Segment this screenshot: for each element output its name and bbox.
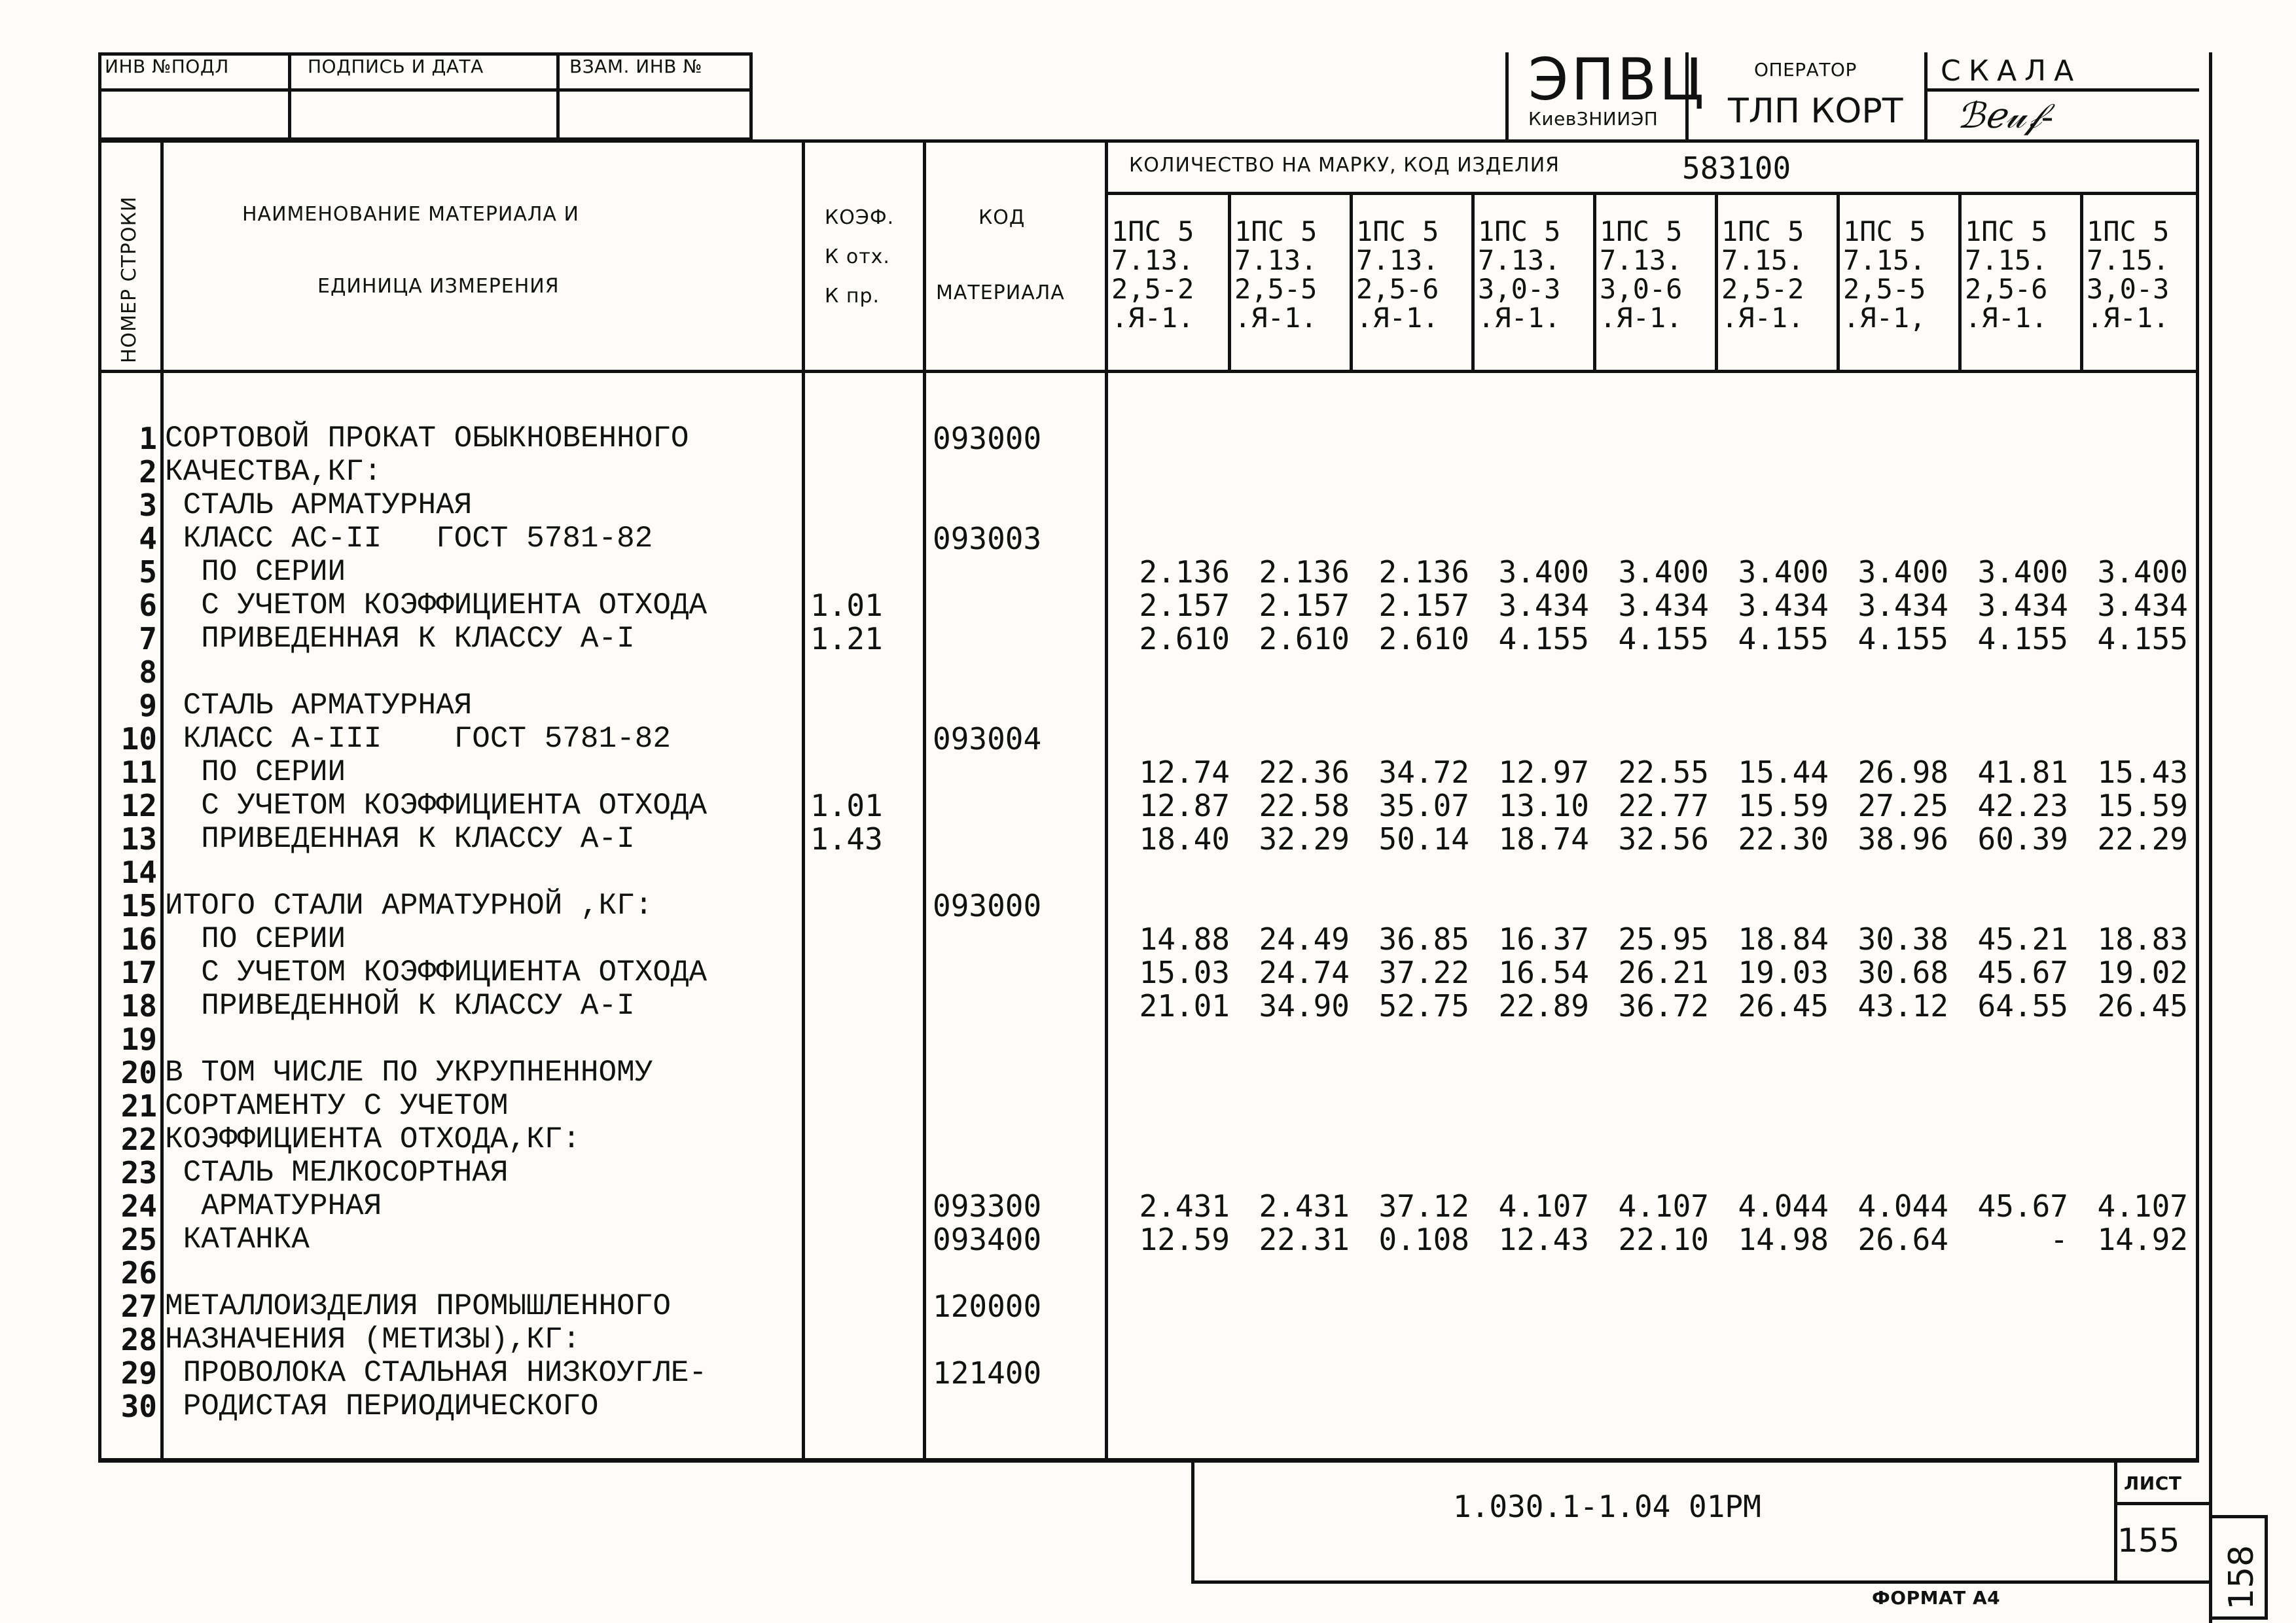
operator-label: ОПЕРАТОР: [1754, 59, 1857, 80]
value-cell: 4.107: [1618, 1188, 1709, 1224]
row-material-name: С УЧЕТОМ КОЭФФИЦИЕНТА ОТХОДА: [165, 955, 708, 990]
value-cell: 3.400: [1977, 554, 2068, 590]
value-cell: 22.77: [1618, 788, 1709, 823]
row-values: [1110, 956, 2190, 990]
value-cell: 42.23: [1977, 788, 2068, 823]
value-cell: 2.136: [1259, 554, 1350, 590]
value-cell: 32.56: [1618, 821, 1709, 857]
row-material-name: КАТАНКА: [165, 1222, 310, 1257]
operator-value: ТЛП КОРТ: [1728, 92, 1903, 131]
value-cell: 34.72: [1378, 755, 1469, 790]
row-material-code: 093000: [933, 421, 1042, 456]
header-coef-2: К отх.: [825, 245, 890, 268]
value-cell: 4.155: [1857, 621, 1948, 656]
value-cell: 26.45: [1738, 988, 1829, 1024]
mark-line: 1ПС 5: [1721, 215, 1804, 247]
row-number: 10: [120, 721, 157, 757]
mark-line: 2,5-6: [1965, 273, 2048, 305]
value-cell: 2.431: [1259, 1188, 1350, 1224]
header-material-name-2: ЕДИНИЦА ИЗМЕРЕНИЯ: [317, 275, 560, 298]
value-cell: 36.85: [1378, 921, 1469, 957]
mark-line: 2,5-5: [1234, 273, 1318, 305]
row-material-code: 093400: [933, 1222, 1042, 1257]
sheet-label: ЛИСТ: [2124, 1472, 2182, 1494]
value-cell: 12.87: [1139, 788, 1230, 823]
value-cell: 3.400: [1857, 554, 1948, 590]
value-cell: 30.68: [1857, 955, 1948, 990]
value-cell: 12.59: [1139, 1222, 1230, 1257]
value-cell: 24.49: [1259, 921, 1350, 957]
row-number: 18: [120, 988, 157, 1024]
row-material-name: КАЧЕСТВА,КГ:: [165, 455, 382, 489]
value-cell: 18.74: [1498, 821, 1589, 857]
value-cell: 37.22: [1378, 955, 1469, 990]
row-coef: 1.01: [810, 588, 883, 623]
row-values: [1110, 823, 2190, 856]
value-cell: 30.38: [1857, 921, 1948, 957]
mark-line: 2,5-2: [1111, 273, 1194, 305]
row-values: [1110, 789, 2190, 823]
row-material-name: КОЭФФИЦИЕНТА ОТХОДА,КГ:: [165, 1122, 581, 1156]
row-coef: 1.43: [810, 821, 883, 857]
mark-line: .Я-1,: [1843, 302, 1926, 334]
row-material-name: В ТОМ ЧИСЛЕ ПО УКРУПНЕННОМУ: [165, 1056, 653, 1090]
row-number: 13: [120, 821, 157, 857]
header-product-code: 583100: [1682, 151, 1791, 186]
value-cell: 19.03: [1738, 955, 1829, 990]
value-cell: 3.434: [2097, 588, 2188, 623]
row-values: [1110, 622, 2190, 656]
stamp-inv-podl: ИНВ №ПОДЛ: [105, 56, 229, 77]
row-values: [1110, 556, 2190, 589]
row-number: 5: [139, 554, 157, 590]
mark-line: 2,5-2: [1721, 273, 1804, 305]
row-material-name: ИТОГО СТАЛИ АРМАТУРНОЙ ,КГ:: [165, 889, 653, 923]
row-material-name: ПРОВОЛОКА СТАЛЬНАЯ НИЗКОУГЛЕ-: [165, 1356, 708, 1390]
row-number: 29: [120, 1355, 157, 1391]
row-number: 6: [139, 588, 157, 623]
row-coef: 1.01: [810, 788, 883, 823]
value-cell: 3.434: [1618, 588, 1709, 623]
value-cell: 41.81: [1977, 755, 2068, 790]
mark-line: 7.15.: [2087, 244, 2170, 276]
value-cell: 3.400: [2097, 554, 2188, 590]
mark-line: 1ПС 5: [2087, 215, 2170, 247]
row-values: [1110, 990, 2190, 1023]
value-cell: 2.610: [1259, 621, 1350, 656]
row-number: 17: [120, 955, 157, 990]
mark-header-5: [1600, 217, 1682, 332]
value-cell: 15.44: [1738, 755, 1829, 790]
value-cell: 32.29: [1259, 821, 1350, 857]
mark-header-4: [1478, 217, 1560, 332]
value-cell: 37.12: [1378, 1188, 1469, 1224]
value-cell: 4.155: [1618, 621, 1709, 656]
row-material-name: ПРИВЕДЕННОЙ К КЛАССУ А-I: [165, 989, 635, 1023]
value-cell: 0.108: [1378, 1222, 1469, 1257]
header-code-2: МАТЕРИАЛА: [936, 281, 1065, 304]
row-material-name: ПО СЕРИИ: [165, 755, 346, 789]
mark-header-3: [1356, 217, 1439, 332]
row-number: 25: [120, 1222, 157, 1257]
value-cell: 18.84: [1738, 921, 1829, 957]
row-values: [1110, 1223, 2190, 1257]
mark-header-9: [2087, 217, 2169, 332]
row-material-code: 121400: [933, 1355, 1042, 1391]
mark-header-8: [1965, 217, 2047, 332]
value-cell: 2.157: [1259, 588, 1350, 623]
value-cell: 45.21: [1977, 921, 2068, 957]
format-label: ФОРМАТ А4: [1872, 1587, 2001, 1609]
value-cell: 4.044: [1738, 1188, 1829, 1224]
value-cell: 14.98: [1738, 1222, 1829, 1257]
value-cell: 3.434: [1857, 588, 1948, 623]
value-cell: 34.90: [1259, 988, 1350, 1024]
row-number: 24: [120, 1188, 157, 1224]
value-cell: 2.431: [1139, 1188, 1230, 1224]
value-cell: 22.55: [1618, 755, 1709, 790]
value-cell: 13.10: [1498, 788, 1589, 823]
value-cell: 12.97: [1498, 755, 1589, 790]
row-number: 26: [120, 1255, 157, 1291]
mark-line: 1ПС 5: [1965, 215, 2048, 247]
header-row-number: НОМЕР СТРОКИ: [118, 196, 141, 363]
value-cell: 24.74: [1259, 955, 1350, 990]
row-material-name: СТАЛЬ АРМАТУРНАЯ: [165, 688, 473, 722]
value-cell: 4.155: [2097, 621, 2188, 656]
value-cell: 22.10: [1618, 1222, 1709, 1257]
row-number: 9: [139, 688, 157, 723]
mark-line: .Я-1.: [1600, 302, 1683, 334]
value-cell: 15.59: [1738, 788, 1829, 823]
row-coef: 1.21: [810, 621, 883, 656]
value-cell: 2.136: [1139, 554, 1230, 590]
value-cell: 50.14: [1378, 821, 1469, 857]
row-material-name: ПО СЕРИИ: [165, 555, 346, 589]
value-cell: 22.31: [1259, 1222, 1350, 1257]
value-cell: 64.55: [1977, 988, 2068, 1024]
mark-line: 2,5-6: [1356, 273, 1439, 305]
mark-line: 7.13.: [1111, 244, 1194, 276]
row-values: [1110, 756, 2190, 789]
row-material-name: СОРТАМЕНТУ С УЧЕТОМ: [165, 1089, 509, 1123]
value-cell: 3.434: [1738, 588, 1829, 623]
value-cell: 35.07: [1378, 788, 1469, 823]
header-material-name-1: НАИМЕНОВАНИЕ МАТЕРИАЛА И: [242, 203, 579, 226]
value-cell: 2.136: [1378, 554, 1469, 590]
row-number: 19: [120, 1022, 157, 1057]
row-material-name: ПРИВЕДЕННАЯ К КЛАССУ А-I: [165, 822, 635, 856]
row-material-name: СТАЛЬ МЕЛКОСОРТНАЯ: [165, 1156, 509, 1190]
row-number: 2: [139, 454, 157, 490]
value-cell: 4.107: [2097, 1188, 2188, 1224]
mark-line: .Я-1.: [1234, 302, 1318, 334]
org-main: ЭПВЦ: [1528, 46, 1707, 113]
row-material-code: 120000: [933, 1289, 1042, 1324]
mark-header-7: [1843, 217, 1926, 332]
value-cell: 26.98: [1857, 755, 1948, 790]
value-cell: 2.610: [1378, 621, 1469, 656]
value-cell: 25.95: [1618, 921, 1709, 957]
row-number: 23: [120, 1155, 157, 1190]
value-cell: 3.400: [1618, 554, 1709, 590]
value-cell: 38.96: [1857, 821, 1948, 857]
value-cell: 4.107: [1498, 1188, 1589, 1224]
value-cell: 2.157: [1139, 588, 1230, 623]
value-cell: 2.610: [1139, 621, 1230, 656]
value-cell: 4.155: [1738, 621, 1829, 656]
row-number: 8: [139, 654, 157, 690]
value-cell: 26.64: [1857, 1222, 1948, 1257]
row-material-name: СТАЛЬ АРМАТУРНАЯ: [165, 488, 473, 522]
value-cell: 36.72: [1618, 988, 1709, 1024]
row-number: 22: [120, 1122, 157, 1157]
value-cell: 22.89: [1498, 988, 1589, 1024]
row-material-name: КЛАСС АС-II ГОСТ 5781-82: [165, 522, 653, 556]
value-cell: 15.59: [2097, 788, 2188, 823]
mark-line: 7.15.: [1843, 244, 1926, 276]
value-cell: 4.155: [1498, 621, 1589, 656]
mark-line: 1ПС 5: [1600, 215, 1683, 247]
value-cell: 15.03: [1139, 955, 1230, 990]
row-material-name: КЛАСС А-III ГОСТ 5781-82: [165, 722, 671, 756]
value-cell: 3.400: [1738, 554, 1829, 590]
value-cell: 16.54: [1498, 955, 1589, 990]
sheet-number: 155: [2117, 1522, 2180, 1560]
row-material-code: 093003: [933, 521, 1042, 556]
row-number: 28: [120, 1322, 157, 1357]
value-cell: 22.36: [1259, 755, 1350, 790]
value-cell: 14.88: [1139, 921, 1230, 957]
mark-line: 7.13.: [1356, 244, 1439, 276]
mark-line: .Я-1.: [2087, 302, 2170, 334]
value-cell: 52.75: [1378, 988, 1469, 1024]
row-number: 1: [139, 421, 157, 456]
row-number: 16: [120, 921, 157, 957]
mark-header-1: [1111, 217, 1194, 332]
value-cell: 27.25: [1857, 788, 1948, 823]
mark-line: 7.13.: [1234, 244, 1318, 276]
value-cell: 45.67: [1977, 1188, 2068, 1224]
row-number: 20: [120, 1055, 157, 1090]
value-cell: 4.155: [1977, 621, 2068, 656]
doc-code: 1.030.1-1.04 01РМ: [1453, 1489, 1761, 1524]
row-material-name: С УЧЕТОМ КОЭФФИЦИЕНТА ОТХОДА: [165, 789, 708, 823]
value-cell: 4.044: [1857, 1188, 1948, 1224]
value-cell: 43.12: [1857, 988, 1948, 1024]
value-cell: 3.434: [1977, 588, 2068, 623]
row-material-code: 093000: [933, 888, 1042, 923]
row-number: 12: [120, 788, 157, 823]
row-material-name: СОРТОВОЙ ПРОКАТ ОБЫКНОВЕННОГО: [165, 421, 689, 455]
row-values: [1110, 589, 2190, 622]
value-cell: 22.58: [1259, 788, 1350, 823]
row-number: 3: [139, 488, 157, 523]
mark-line: .Я-1.: [1478, 302, 1561, 334]
page-number: 158: [2222, 1544, 2261, 1610]
row-number: 11: [120, 755, 157, 790]
row-number: 30: [120, 1389, 157, 1424]
mark-line: 1ПС 5: [1478, 215, 1561, 247]
value-cell: 21.01: [1139, 988, 1230, 1024]
row-material-name: МЕТАЛЛОИЗДЕЛИЯ ПРОМЫШЛЕННОГО: [165, 1289, 671, 1323]
value-cell: 19.02: [2097, 955, 2188, 990]
signature: ℬℯ𝓊𝒻-: [1957, 96, 2053, 135]
row-number: 27: [120, 1289, 157, 1324]
row-number: 21: [120, 1088, 157, 1124]
mark-line: 7.13.: [1478, 244, 1561, 276]
mark-line: 3,0-3: [1478, 273, 1561, 305]
value-cell: 12.74: [1139, 755, 1230, 790]
system-name: СКАЛА: [1941, 54, 2082, 88]
value-cell: 14.92: [2097, 1222, 2188, 1257]
value-cell: 2.157: [1378, 588, 1469, 623]
mark-line: 3,0-6: [1600, 273, 1683, 305]
row-material-name: С УЧЕТОМ КОЭФФИЦИЕНТА ОТХОДА: [165, 588, 708, 622]
value-cell: 22.29: [2097, 821, 2188, 857]
org-sub: КиевЗНИИЭП: [1528, 108, 1659, 130]
header-coef-3: К пр.: [825, 285, 880, 308]
mark-line: 7.15.: [1965, 244, 2048, 276]
value-cell: 16.37: [1498, 921, 1589, 957]
value-cell: 15.43: [2097, 755, 2188, 790]
mark-line: 1ПС 5: [1234, 215, 1318, 247]
row-material-name: ПО СЕРИИ: [165, 922, 346, 956]
row-material-code: 093004: [933, 721, 1042, 757]
stamp-podpis-data: ПОДПИСЬ И ДАТА: [308, 56, 484, 77]
row-values: [1110, 1190, 2190, 1223]
value-cell: 60.39: [1977, 821, 2068, 857]
value-cell: -: [2050, 1222, 2068, 1257]
mark-line: 1ПС 5: [1356, 215, 1439, 247]
mark-line: 1ПС 5: [1843, 215, 1926, 247]
row-number: 15: [120, 888, 157, 923]
row-material-code: 093300: [933, 1188, 1042, 1224]
value-cell: 22.30: [1738, 821, 1829, 857]
header-code-1: КОД: [978, 206, 1026, 229]
value-cell: 3.434: [1498, 588, 1589, 623]
row-material-name: ПРИВЕДЕННАЯ К КЛАССУ А-I: [165, 622, 635, 656]
value-cell: 26.21: [1618, 955, 1709, 990]
value-cell: 45.67: [1977, 955, 2068, 990]
row-material-name: РОДИСТАЯ ПЕРИОДИЧЕСКОГО: [165, 1389, 599, 1423]
mark-header-6: [1721, 217, 1804, 332]
row-values: [1110, 923, 2190, 956]
row-number: 14: [120, 855, 157, 890]
header-qty-label: КОЛИЧЕСТВО НА МАРКУ, КОД ИЗДЕЛИЯ: [1129, 154, 1560, 177]
value-cell: 12.43: [1498, 1222, 1589, 1257]
mark-header-2: [1234, 217, 1317, 332]
mark-line: 7.15.: [1721, 244, 1804, 276]
value-cell: 18.83: [2097, 921, 2188, 957]
mark-line: 2,5-5: [1843, 273, 1926, 305]
mark-line: .Я-1.: [1721, 302, 1804, 334]
mark-line: 1ПС 5: [1111, 215, 1194, 247]
header-coef-1: КОЭФ.: [825, 206, 895, 229]
mark-line: 7.13.: [1600, 244, 1683, 276]
mark-line: .Я-1.: [1965, 302, 2048, 334]
stamp-vzam-inv: ВЗАМ. ИНВ №: [569, 56, 703, 77]
mark-line: .Я-1.: [1356, 302, 1439, 334]
row-number: 7: [139, 621, 157, 656]
value-cell: 26.45: [2097, 988, 2188, 1024]
mark-line: .Я-1.: [1111, 302, 1194, 334]
row-material-name: АРМАТУРНАЯ: [165, 1189, 382, 1223]
value-cell: 18.40: [1139, 821, 1230, 857]
row-number: 4: [139, 521, 157, 556]
value-cell: 3.400: [1498, 554, 1589, 590]
mark-line: 3,0-3: [2087, 273, 2170, 305]
row-material-name: НАЗНАЧЕНИЯ (МЕТИЗЫ),КГ:: [165, 1323, 581, 1357]
